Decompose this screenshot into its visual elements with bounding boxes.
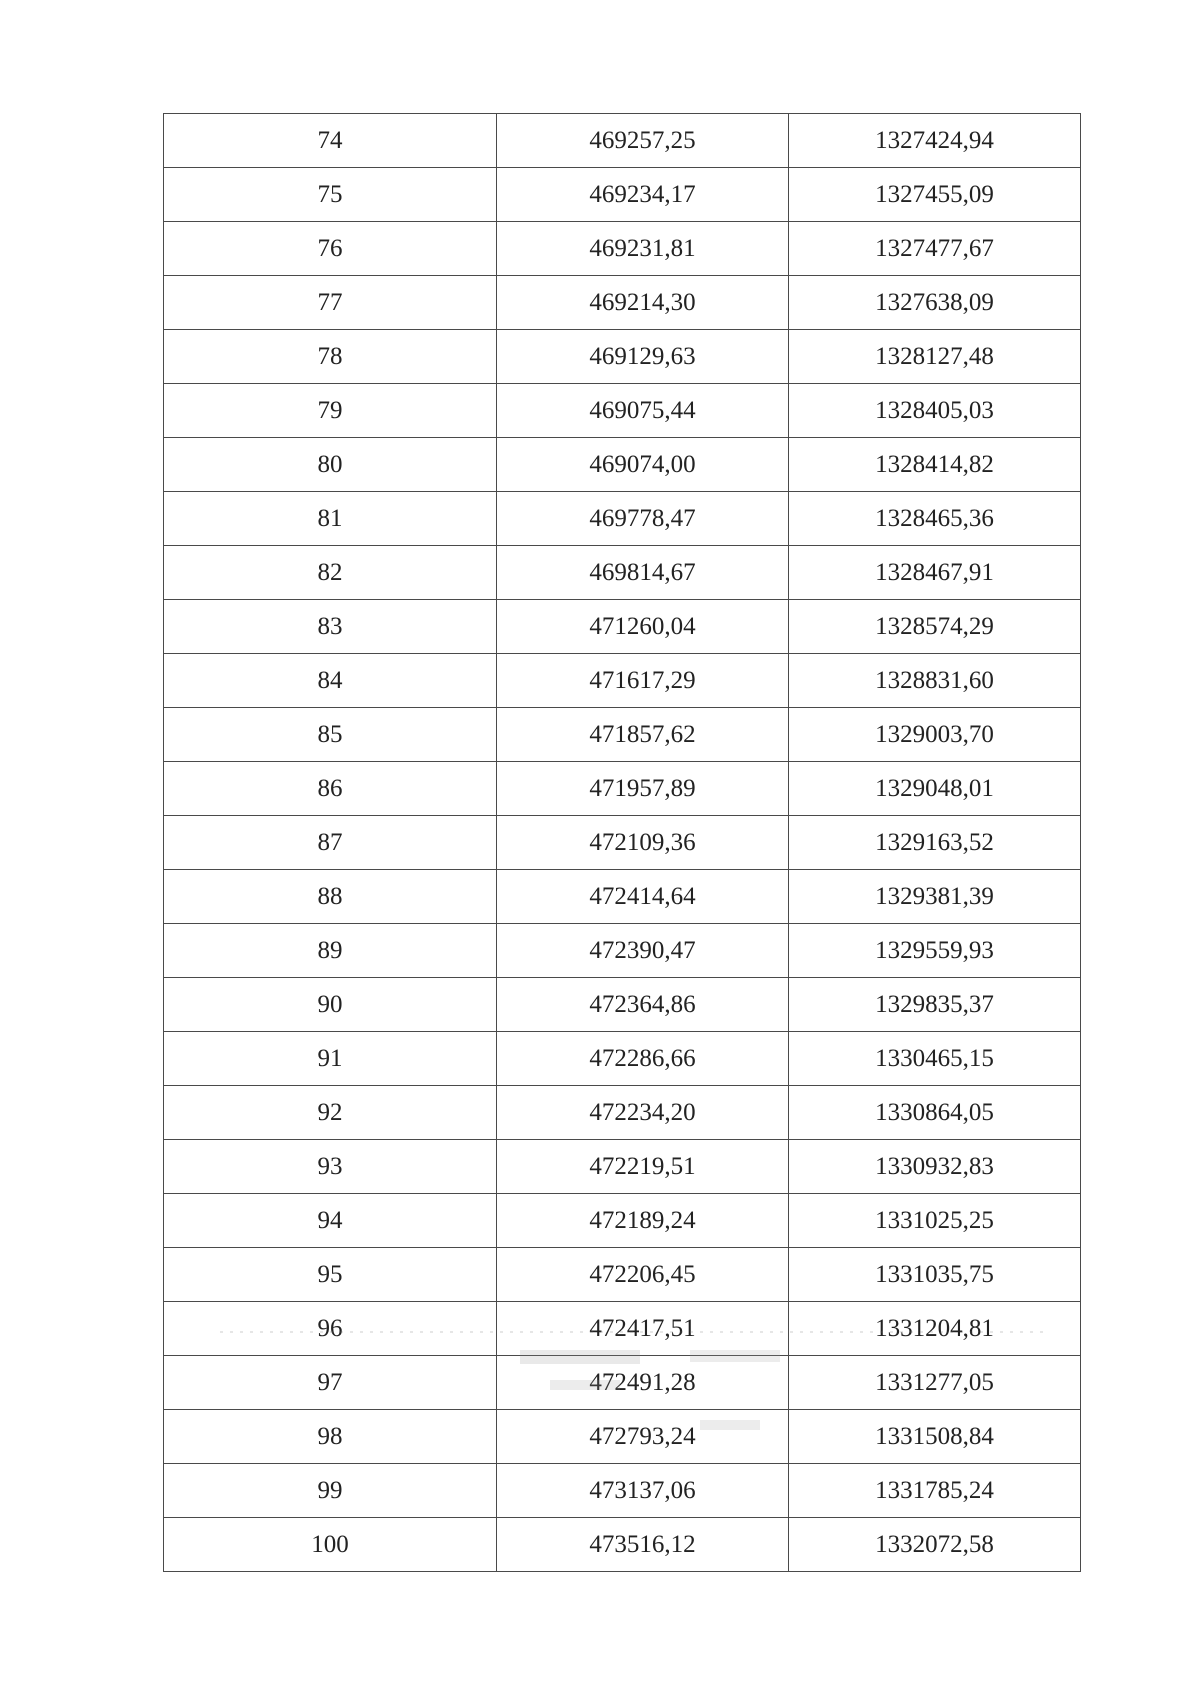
table-row [164,492,1081,546]
point-number-cell: 77 [164,276,497,330]
y-coordinate-cell: 1329381,39 [789,870,1081,924]
y-coordinate-cell: 1327455,09 [789,168,1081,222]
y-coordinate-cell: 1331785,24 [789,1464,1081,1518]
x-coordinate-cell: 469234,17 [497,168,789,222]
table-row [164,168,1081,222]
x-coordinate-cell: 469257,25 [497,114,789,168]
x-coordinate-cell: 469075,44 [497,384,789,438]
y-coordinate-cell: 1330465,15 [789,1032,1081,1086]
x-coordinate-cell: 471857,62 [497,708,789,762]
y-coordinate-cell: 1331508,84 [789,1410,1081,1464]
table-row [164,1518,1081,1572]
table-row [164,816,1081,870]
y-coordinate-cell: 1331025,25 [789,1194,1081,1248]
y-coordinate-cell: 1327424,94 [789,114,1081,168]
x-coordinate-cell: 472206,45 [497,1248,789,1302]
point-number-cell: 95 [164,1248,497,1302]
y-coordinate-cell: 1328405,03 [789,384,1081,438]
x-coordinate-cell: 472234,20 [497,1086,789,1140]
point-number-cell: 81 [164,492,497,546]
y-coordinate-cell: 1328414,82 [789,438,1081,492]
point-number-cell: 78 [164,330,497,384]
point-number-cell: 83 [164,600,497,654]
x-coordinate-cell: 469814,67 [497,546,789,600]
table-row [164,1302,1081,1356]
x-coordinate-cell: 473516,12 [497,1518,789,1572]
y-coordinate-cell: 1329835,37 [789,978,1081,1032]
y-coordinate-cell: 1331035,75 [789,1248,1081,1302]
table-row [164,654,1081,708]
point-number-cell: 86 [164,762,497,816]
x-coordinate-cell: 471957,89 [497,762,789,816]
point-number-cell: 79 [164,384,497,438]
y-coordinate-cell: 1329003,70 [789,708,1081,762]
point-number-cell: 75 [164,168,497,222]
x-coordinate-cell: 471260,04 [497,600,789,654]
y-coordinate-cell: 1329559,93 [789,924,1081,978]
y-coordinate-cell: 1331277,05 [789,1356,1081,1410]
table-row [164,276,1081,330]
table-row [164,438,1081,492]
x-coordinate-cell: 471617,29 [497,654,789,708]
table-row [164,978,1081,1032]
point-number-cell: 97 [164,1356,497,1410]
x-coordinate-cell: 472390,47 [497,924,789,978]
y-coordinate-cell: 1332072,58 [789,1518,1081,1572]
point-number-cell: 80 [164,438,497,492]
x-coordinate-cell: 472219,51 [497,1140,789,1194]
x-coordinate-cell: 472417,51 [497,1302,789,1356]
table-row [164,330,1081,384]
point-number-cell: 93 [164,1140,497,1194]
table-row [164,600,1081,654]
table-row [164,1032,1081,1086]
point-number-cell: 76 [164,222,497,276]
y-coordinate-cell: 1328465,36 [789,492,1081,546]
y-coordinate-cell: 1331204,81 [789,1302,1081,1356]
x-coordinate-cell: 469214,30 [497,276,789,330]
table-row [164,1086,1081,1140]
x-coordinate-cell: 472414,64 [497,870,789,924]
point-number-cell: 96 [164,1302,497,1356]
y-coordinate-cell: 1327477,67 [789,222,1081,276]
point-number-cell: 74 [164,114,497,168]
point-number-cell: 85 [164,708,497,762]
y-coordinate-cell: 1328127,48 [789,330,1081,384]
y-coordinate-cell: 1328831,60 [789,654,1081,708]
x-coordinate-cell: 472364,86 [497,978,789,1032]
table-row [164,1410,1081,1464]
coordinates-table [163,113,1081,1572]
point-number-cell: 88 [164,870,497,924]
x-coordinate-cell: 469778,47 [497,492,789,546]
x-coordinate-cell: 469231,81 [497,222,789,276]
point-number-cell: 84 [164,654,497,708]
point-number-cell: 89 [164,924,497,978]
point-number-cell: 92 [164,1086,497,1140]
x-coordinate-cell: 469074,00 [497,438,789,492]
x-coordinate-cell: 472491,28 [497,1356,789,1410]
point-number-cell: 94 [164,1194,497,1248]
table-row [164,708,1081,762]
point-number-cell: 82 [164,546,497,600]
x-coordinate-cell: 472793,24 [497,1410,789,1464]
y-coordinate-cell: 1327638,09 [789,276,1081,330]
table-row [164,222,1081,276]
y-coordinate-cell: 1330864,05 [789,1086,1081,1140]
point-number-cell: 100 [164,1518,497,1572]
table-row [164,870,1081,924]
y-coordinate-cell: 1328467,91 [789,546,1081,600]
table-row [164,924,1081,978]
table-row [164,1464,1081,1518]
y-coordinate-cell: 1328574,29 [789,600,1081,654]
y-coordinate-cell: 1330932,83 [789,1140,1081,1194]
table-row [164,1248,1081,1302]
coordinates-table-body [164,114,1081,1572]
x-coordinate-cell: 469129,63 [497,330,789,384]
point-number-cell: 91 [164,1032,497,1086]
x-coordinate-cell: 472286,66 [497,1032,789,1086]
table-row [164,384,1081,438]
table-row [164,546,1081,600]
x-coordinate-cell: 472109,36 [497,816,789,870]
table-row [164,1140,1081,1194]
table-row [164,114,1081,168]
point-number-cell: 87 [164,816,497,870]
table-row [164,1356,1081,1410]
x-coordinate-cell: 473137,06 [497,1464,789,1518]
table-row [164,762,1081,816]
point-number-cell: 90 [164,978,497,1032]
y-coordinate-cell: 1329048,01 [789,762,1081,816]
point-number-cell: 98 [164,1410,497,1464]
point-number-cell: 99 [164,1464,497,1518]
table-row [164,1194,1081,1248]
y-coordinate-cell: 1329163,52 [789,816,1081,870]
x-coordinate-cell: 472189,24 [497,1194,789,1248]
